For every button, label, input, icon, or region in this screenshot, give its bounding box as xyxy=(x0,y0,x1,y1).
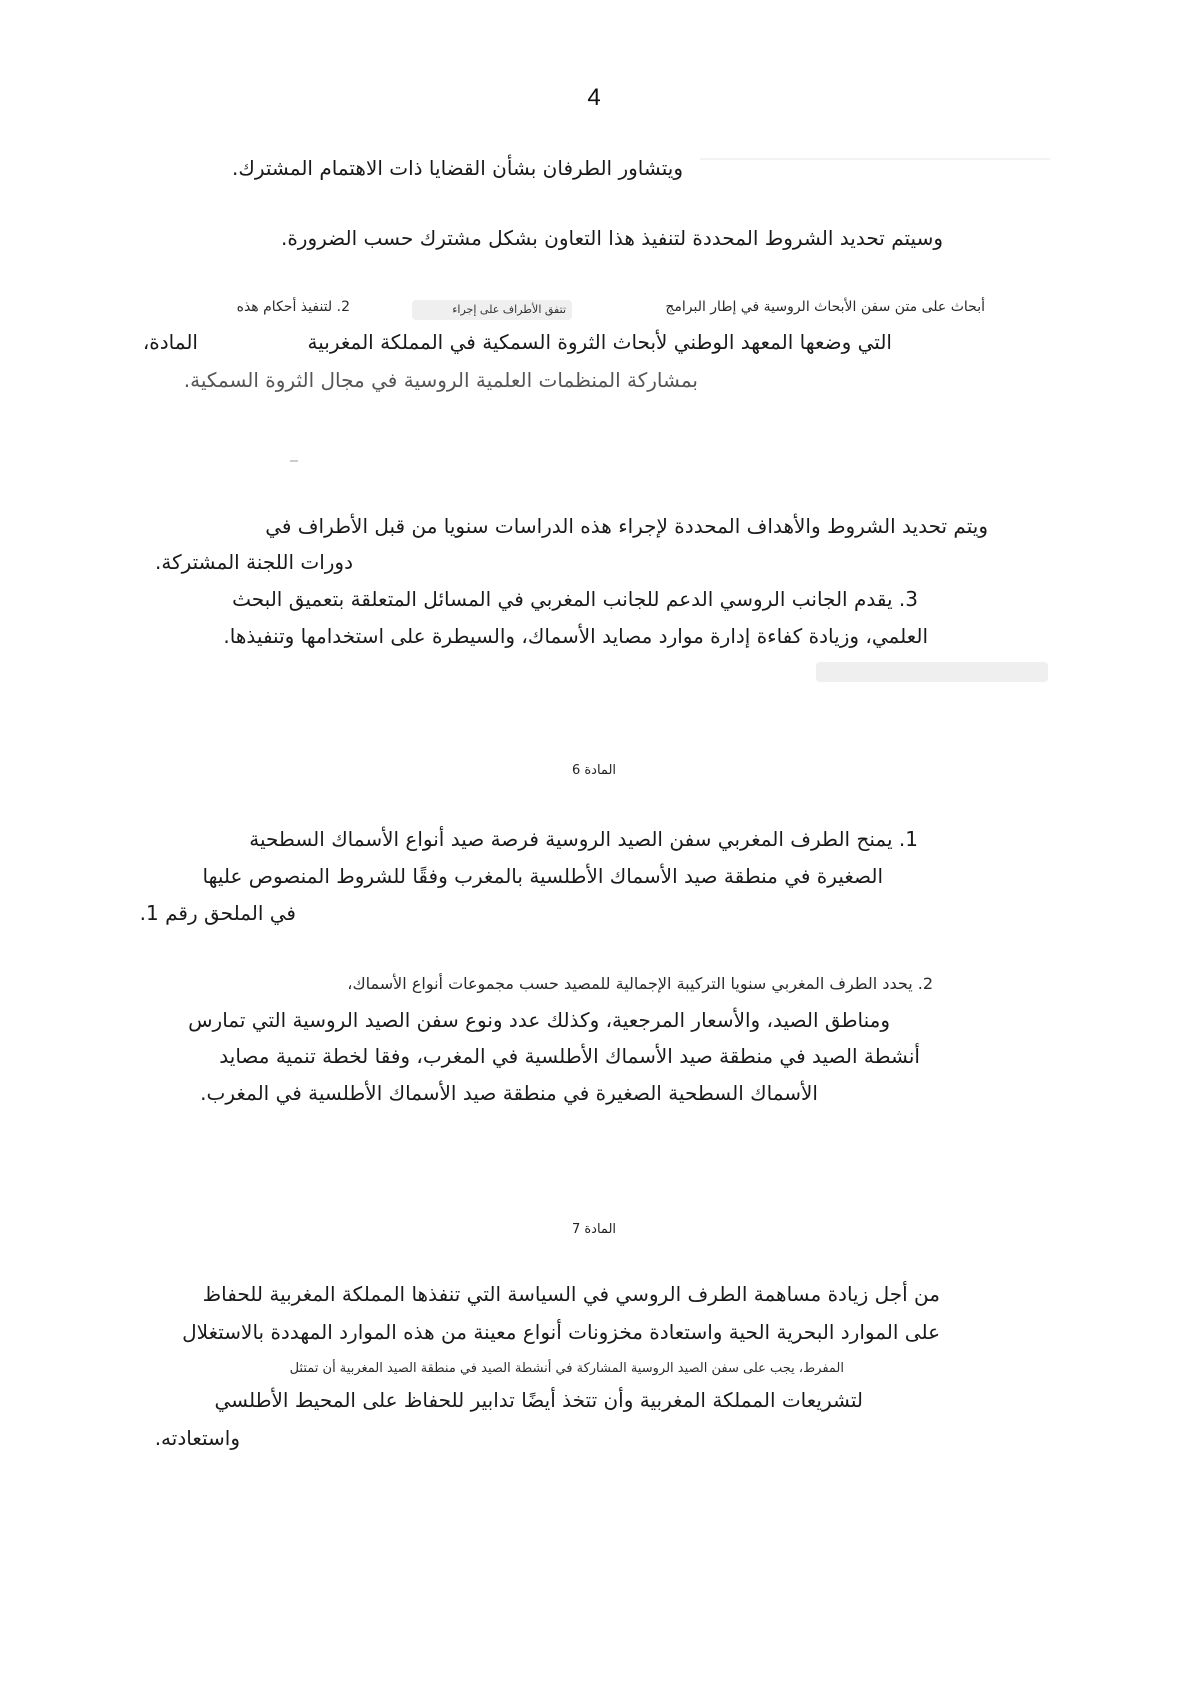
article-7-line-5: واستعادته. xyxy=(154,1426,240,1450)
research-line-part-d: المادة، xyxy=(142,330,198,354)
research-line-part-e: بمشاركة المنظمات العلمية الروسية في مجال الثروة السمكية. xyxy=(183,368,698,392)
article-6-item-1-line-1: 1. يمنح الطرف المغربي سفن الصيد الروسية فرصة صيد أنواع الأسماك السطحية xyxy=(249,827,918,851)
studies-line-1: ويتم تحديد الشروط والأهداف المحددة لإجراء هذه الدراسات سنويا من قبل الأطراف في xyxy=(265,514,988,538)
article-7-heading: المادة 7 xyxy=(571,1222,617,1237)
article-7-line-1: من أجل زيادة مساهمة الطرف الروسي في السياسة التي تنفذها المملكة المغربية للحفاظ xyxy=(202,1282,940,1306)
article-6-item-2-line-4: الأسماك السطحية الصغيرة في منطقة صيد الأسماك الأطلسية في المغرب. xyxy=(200,1081,818,1105)
scan-artifact xyxy=(700,158,1050,160)
paragraph-consultation: ويتشاور الطرفان بشأن القضايا ذات الاهتمام المشترك. xyxy=(232,156,683,180)
highlighted-phrase: تتفق الأطراف على إجراء xyxy=(452,303,566,316)
article-6-heading: المادة 6 xyxy=(571,763,617,778)
item-2-intro: 2. لتنفيذ أحكام هذه xyxy=(236,299,350,315)
item-3-line-1: 3. يقدم الجانب الروسي الدعم للجانب المغربي في المسائل المتعلقة بتعميق البحث xyxy=(232,587,918,611)
gray-blank-box xyxy=(816,662,1048,682)
article-6-item-2-line-2: ومناطق الصيد، والأسعار المرجعية، وكذلك عدد ونوع سفن الصيد الروسية التي تمارس xyxy=(188,1008,890,1032)
paragraph-conditions: وسيتم تحديد الشروط المحددة لتنفيذ هذا التعاون بشكل مشترك حسب الضرورة. xyxy=(280,226,943,250)
article-6-item-2-line-3: أنشطة الصيد في منطقة صيد الأسماك الأطلسية في المغرب، وفقا لخطة تنمية مصايد xyxy=(219,1044,920,1068)
item-3-line-2: العلمي، وزيادة كفاءة إدارة موارد مصايد الأسماك، والسيطرة على استخدامها وتنفيذها. xyxy=(223,624,928,648)
article-6-item-1-line-3: في الملحق رقم 1. xyxy=(139,901,296,925)
page-number: 4 xyxy=(587,84,601,111)
article-7-line-2: على الموارد البحرية الحية واستعادة مخزونات أنواع معينة من هذه الموارد المهددة بالاستغلال xyxy=(182,1320,940,1344)
research-line-part-a: أبحاث على متن سفن الأبحاث الروسية في إطار البرامج xyxy=(665,299,985,315)
scan-artifact xyxy=(290,460,298,462)
article-6-item-1-line-2: الصغيرة في منطقة صيد الأسماك الأطلسية بالمغرب وفقًا للشروط المنصوص عليها xyxy=(202,864,883,888)
article-7-line-4: لتشريعات المملكة المغربية وأن تتخذ أيضًا تدابير للحفاظ على المحيط الأطلسي xyxy=(214,1388,863,1412)
research-line-part-c: التي وضعها المعهد الوطني لأبحاث الثروة السمكية في المملكة المغربية xyxy=(307,330,892,354)
article-6-item-2-line-1: 2. يحدد الطرف المغربي سنويا التركيبة الإجمالية للمصيد حسب مجموعات أنواع الأسماك، xyxy=(347,974,933,993)
article-7-line-3: المفرط، يجب على سفن الصيد الروسية المشاركة في أنشطة الصيد في منطقة الصيد المغربية أن تمتثل xyxy=(289,1361,844,1376)
studies-line-2: دورات اللجنة المشتركة. xyxy=(155,550,353,574)
